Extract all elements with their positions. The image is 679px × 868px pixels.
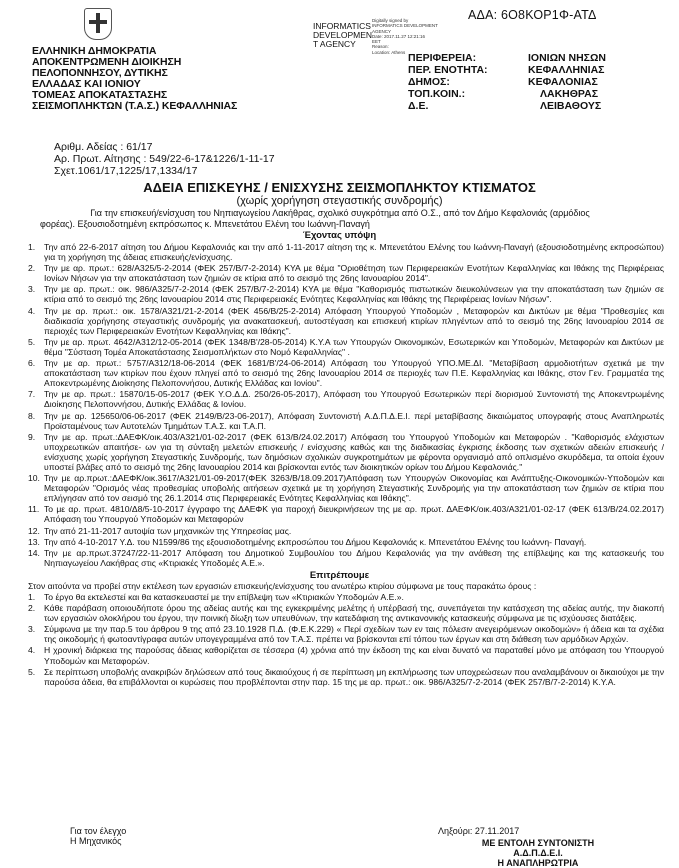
item-text: Την με αρ. πρωτ.:ΔΑΕΦΚ/οικ.403/Α321/01-02-2017 (ΦΕΚ 613/Β/24.02.2017) Απόφαση του Υπουργού Υποδομών και Μεταφορών . "Καθορισμός ελάχιστων υποχρεωτικών απαιτήσε- ων για τη σύνταξη μελετών επισκευής / ενίσχυσης καθώς και της διαδικασίας έγκρισης έκδοσης των σχετικών αδειών επισκευής / ενίσχυσης χωρίς χορήγηση Στεγαστικής Συνδρομής, των δημόσιων σχολικών συγκροτημάτων με φέροντα οργανισμό από οπλισμένο σκυρόδεμα, τα οποία έχουν υποστεί βλάβες από το σεισμό της 26ης Ιανουαρίου 2014 και βρίσκονται εντός των διοικητικών ορίων του Δήμου Κεφαλονιάς." — [44, 431, 664, 472]
item-number: 13. — [28, 536, 40, 547]
item-number: 9. — [28, 431, 36, 442]
list-item — [28, 473, 664, 503]
org-line: ΕΛΛΑΔΑΣ ΚΑΙ ΙΟΝΙΟΥ — [32, 78, 141, 90]
list-item — [28, 411, 664, 431]
item-number: 12. — [28, 525, 40, 536]
item-number: 1. — [28, 592, 36, 602]
item-text: Την από 21-11-2017 αυτοψία των μηχανικών της Υπηρεσίας μας. — [44, 525, 292, 536]
item-text: Την με αρ. πρωτ.: 5757/Α312/18-06-2014 (ΦΕΚ 1681/Β'/24-06-2014) Απόφαση του Υπουργού ΥΠΟ.ΜΕ.ΔΙ. "Μεταβίβαση αρμοδιοτήτων σχετικά με την αποκατάσταση των κτιρίων που έχουν πληγεί από το σεισμό της 26ης Ιανουαρίου 2014 σε περιοχές των Π.Ε. Κεφαλληνίας και Ιθάκης, στον Γεν. Γραμματέα της Αποκεντρωμένης Διοίκησης Πελοποννήσου, Δυτικής Ελλάδας και Ιονίου". — [44, 358, 664, 389]
list-item — [28, 537, 664, 547]
item-text: Η χρονική διάρκεια της παρούσας άδειας καθορίζεται σε τέσσερα (4) χρόνια από την έκδοση της και είναι δυνατό να παραταθεί μόνο με απόφαση του Υπουργού Υποδομών και Μεταφορών. — [44, 645, 664, 666]
list-item — [28, 389, 664, 409]
section-permit: Επιτρέπουμε — [309, 570, 370, 581]
permit-intro: Στον αιτούντα να προβεί στην εκτέλεση των εργασιών επισκευής/ενίσχυσης του ανωτέρω κτιρίου σύμφωνα με τους παρακάτω όρους : — [28, 581, 537, 591]
item-number: 7. — [28, 389, 36, 400]
list-item — [28, 358, 664, 388]
item-text: Την με αρ. πρωτ.: 628/Α325/5-2-2014 (ΦΕΚ 257/Β/7-2-2014) ΚΥΑ με θέμα "Οριοθέτηση των Περιφερειακών Ενοτήτων Κεφαλληνίας και Ιθάκης της Περιφέρειας Ιονίων Νήσων για την αποκατάσταση των ζημιών σε κτίρια από το σεισμό της 26ης Ιανουαρίου 2014". — [44, 263, 664, 284]
item-text: Κάθε παράβαση οποιουδήποτε όρου της αδείας αυτής και της εγκεκριμένης μελέτης ή υπέρβασή της, συνεπάγεται την κατάσχεση της αδείας αυτής, την διακοπή των εργασιών ολοκλήρου του έργου, την ποινική δίωξη των υπευθύνων, την κατεδάφιση της αντικανονικής κατασκευής σύμφωνα με τις ισχύουσες διατάξεις. — [44, 603, 664, 624]
region-row: ΠΕΡ. ΕΝΟΤΗΤΑ: ΚΕΦΑΛΛΗΝΙΑΣ — [408, 64, 605, 76]
org-line: ΕΛΛΗΝΙΚΗ ΔΗΜΟΚΡΑΤΙΑ — [32, 45, 157, 57]
item-number: 6. — [28, 358, 36, 369]
item-number: 3. — [28, 284, 36, 295]
item-text: Την με αρ. πρωτ.: 15870/15-05-2017 (ΦΕΚ Υ.Ο.Δ.Δ. 250/26-05-2017), Απόφαση του Υπουργού Εσωτερικών περί διορισμού Συντονιστή της Αποκεντρωμένης Διοίκησης Πελοποννήσου, Δυτικής Ελλάδας & Ιονίου. — [44, 389, 664, 410]
item-number: 11. — [28, 504, 40, 515]
ada-number: ΑΔΑ: 6Ο8ΚΟΡ1Φ-ΑΤΔ — [468, 8, 597, 22]
region-row: Δ.Ε. ΛΕΙΒΑΘΟΥΣ — [408, 100, 602, 112]
item-number: 3. — [28, 624, 36, 635]
signature-details: Digitally signed by INFORMATICS DEVELOPMENT AGENCY Date: 2017.11.27 12:21:16 EET Reason: Location: Athens — [372, 18, 438, 55]
item-number: 2. — [28, 263, 36, 274]
region-row: ΤΟΠ.ΚΟΙΝ.: ΛΑΚΗΘΡΑΣ — [408, 88, 599, 100]
digital-signer: INFORMATICS DEVELOPMEN T AGENCY — [313, 21, 373, 49]
list-item — [28, 242, 664, 262]
footer-right: ΜΕ ΕΝΤΟΛΗ ΣΥΝΤΟΝΙΣΤΗ Α.Δ.Π.Δ.Ε.Ι. Η ΑΝΑΠΛΗΡΩΤΡΙΑ — [481, 838, 595, 868]
item-text: Την με αρ. πρωτ.: οικ. 986/Α325/7-2-2014 (ΦΕΚ 257/Β/7-2-2014) ΚΥΑ με θέμα "Καθορισμός πιστωτικών διευκολύνσεων για την αποκατάσταση των ζημιών σε κτίρια από το σεισμό της 26ης Ιανουαρίου 2014 στις Περιφερειακές Ενότητες Κεφαλληνίας και Ιθάκης της Περιφέρειας Ιονίων Νήσων". — [44, 284, 664, 305]
intro-text-2: φορέας). Εξουσιοδοτημένη εκπρόσωπος κ. Μπενετάτου Ελένη του Ιωάννη-Παναγή — [40, 219, 370, 229]
footer-left: Για τον έλεγχο Η Μηχανικός — [70, 826, 127, 846]
section-considering: Έχοντας υπόψη — [302, 230, 377, 241]
document-subtitle: (χωρίς χορήγηση στεγαστικής συνδρομής) — [236, 195, 443, 207]
item-number: 1. — [28, 242, 36, 252]
item-number: 10. — [28, 473, 40, 484]
item-number: 4. — [28, 645, 36, 656]
item-number: 14. — [28, 547, 40, 558]
region-row: ΔΗΜΟΣ: ΚΕΦΑΛΟΝΙΑΣ — [408, 76, 598, 88]
item-text: Σύμφωνα με την παρ.5 του άρθρου 9 της από 23.10.1928 Π.Δ. (Φ.Ε.Κ.229) « Περί σχεδίων των εν ταις πόλεσιν ανεγειρόμενων οικοδομών» ή άδεια και τα σχέδια της οικοδομής ή φωτοαντίγραφα αυτών υπογεγραμμένα από τον Τ.Α.Σ. πρέπει να βρίσκονται επί τόπου των έργων και στη διάθεση των αρμόδιων Αρχών. — [44, 624, 664, 645]
item-text: Σε περίπτωση υποβολής ανακριβών δηλώσεων από τους δικαιούχους ή σε περίπτωση μη εκπλήρωσης των υποχρεώσεων που αναλαμβάνουν οι δικαιούχοι με την παρούσα άδεια, θα επιβάλλονται οι κυρώσεις που προβλέπονται στην παρ. 15 της με αρ. πρωτ.: οικ. 986/Α325/7-2-2014 (ΦΕΚ 257/Β/7-2-2014) Κ.Υ.Α. — [44, 666, 664, 687]
intro-text: Για την επισκευή/ενίσχυση του Νηπιαγωγείου Λακήθρας, σχολικό συγκρότημα από Ο.Σ., από τον Δήμο Κεφαλονιάς (αρμόδιος — [90, 208, 590, 218]
region-row: ΠΕΡΙΦΕΡΕΙΑ: ΙΟΝΙΩΝ ΝΗΣΩΝ — [408, 52, 606, 64]
item-text: Την με αρ. πρωτ.: οικ. 1578/Α321/21-2-2014 (ΦΕΚ 456/Β/25-2-2014) Απόφαση Υπουργού Υποδομών , Μεταφορών και Δικτύων με θέμα "Προθεσμίες και διαδικασία χορήγησης στεγαστικής συνδρομής για ανακατασκευή, αυτοστέγαση και επισκευή κτιρίων πληγέντων από το σεισμό της 26ης Ιανουαρίου 2014 σε περιοχές των Περιφερειακών Ενοτήτων Κεφαλληνίας και Ιθάκης". — [44, 305, 664, 336]
item-text: Την με αρ. 125650/06-06-2017 (ΦΕΚ 2149/Β/23-06-2017), Απόφαση Συντονιστή Α.Δ.Π.Δ.Ε.Ι. περί μεταβίβασης δικαιώματος υπογραφής στους Αναπληρωτές Προϊσταμένους των Αυτοτελών Τμημάτων Τ.Α.Σ. και Τ.Α.Π. — [44, 410, 664, 431]
list-item — [28, 592, 664, 602]
item-text: Την με αρ.πρωτ.:ΔΑΕΦΚ/οικ.3617/Α321/01-09-2017(ΦΕΚ 3263/Β/18.09.2017)Απόφαση των Υπουργών Οικονομίας και Ανάπτυξης-Οικονομικών-Υποδομών και Μεταφορών "Ορισμός νέας προθεσμίας υποβολής αιτήσεων σχετικά με τη χορήγηση Στεγαστικής Συνδρομής για την αποκατάσταση των ζημιών σε κτίρια που επλήγησαν από τον σεισμό της 26.1.2014 στις Περιφερειακές Ενότητες Κεφαλληνίας και Ιθάκης". — [44, 473, 664, 504]
issuing-authority — [32, 46, 237, 112]
footer-date: Ληξούρι: 27.11.2017 — [438, 826, 520, 836]
list-item — [28, 645, 664, 665]
item-number: 8. — [28, 410, 36, 421]
list-item — [28, 337, 664, 357]
org-line: ΠΕΛΟΠΟΝΝΗΣΟΥ, ΔΥΤΙΚΗΣ — [32, 67, 168, 79]
permit-meta: Αριθμ. Αδείας : 61/17 Αρ. Πρωτ. Αίτησης : 549/22-6-17&1226/1-11-17 Σχετ.1061/17,1225/17,1334/17 — [54, 141, 275, 177]
list-item — [28, 284, 664, 304]
item-number: 2. — [28, 603, 36, 614]
terms-list — [28, 592, 664, 688]
item-text: Την με αρ.πρωτ.37247/22-11-2017 Απόφαση του Δημοτικού Συμβουλίου του Δήμου Κεφαλονιάς για την ανάθεση της επίβλεψης και της κατασκευής του Νηπιαγωγείου Λακήθρας στις «Κτιριακές Υποδομές Α.Ε.». — [44, 547, 664, 568]
item-text: Την από 4-10-2017 Υ.Δ. του Ν1599/86 της εξουσιοδοτημένης εκπροσώπου του Δήμου Κεφαλονιάς κ. Μπενετάτου Ελένης του Ιωάννη- Παναγή. — [44, 536, 587, 547]
org-line: ΣΕΙΣΜΟΠΛΗΚΤΩΝ (Τ.Α.Σ.) ΚΕΦΑΛΛΗΝΙΑΣ — [32, 100, 238, 112]
item-number: 5. — [28, 336, 36, 347]
document-title: ΑΔΕΙΑ ΕΠΙΣΚΕΥΗΣ / ΕΝΙΣΧΥΣΗΣ ΣΕΙΣΜΟΠΛΗΚΤΟΥ ΚΤΙΣΜΑΤΟΣ — [143, 180, 536, 195]
list-item — [28, 306, 664, 336]
greek-emblem-icon — [84, 8, 112, 40]
item-text: Την με αρ. πρωτ. 4642/Α312/12-05-2014 (ΦΕΚ 1348/Β'/28-05-2014) Κ.Υ.Α των Υπουργών Οικονομικών, Εσωτερικών και Υποδομών, Μεταφορών και Δικτύων με θέμα "Σύσταση Τομέα Αποκατάστασης Σεισμοπλήκτων στο Νομό Κεφαλληνίας" . — [44, 336, 664, 357]
org-line: ΤΟΜΕΑΣ ΑΠΟΚΑΤΑΣΤΑΣΗΣ — [32, 89, 168, 101]
list-item — [28, 504, 664, 524]
org-line: ΑΠΟΚΕΝΤΡΩΜΕΝΗ ΔΙΟΙΚΗΣΗ — [32, 56, 182, 68]
list-item — [28, 624, 664, 644]
region-block — [408, 52, 606, 112]
item-number: 5. — [28, 666, 36, 677]
item-text: Το έργο θα εκτελεστεί και θα κατασκευαστεί με την επίβλεψη των «Κτιριακών Υποδομών Α.Ε.». — [44, 592, 404, 602]
list-item — [28, 526, 664, 536]
list-item — [28, 263, 664, 283]
item-number: 4. — [28, 305, 36, 316]
item-text: Την από 22-6-2017 αίτηση του Δήμου Κεφαλονιάς και την από 1-11-2017 αίτηση της κ. Μπενετάτου Ελένης του Ιωάννη-Παναγή (εξουσιοδοτημένης εκπροσώπου) για τη χορήγηση της άδειας επισκευής/ενίσχυσης. — [44, 242, 664, 263]
list-item — [28, 432, 664, 472]
list-item — [28, 667, 664, 687]
item-text: Το με αρ. πρωτ. 4810/Δ8/5-10-2017 έγγραφο της ΔΑΕΦΚ για παροχή διευκρινήσεων της με αρ. πρωτ. ΔΑΕΦΚ/οικ.403/Α321/01-02-17 (ΦΕΚ 613/Β/24.02.2017) Απόφαση του Υπουργού Υποδομών και Μεταφορών — [44, 504, 664, 525]
considerations-list — [28, 242, 664, 569]
list-item — [28, 603, 664, 623]
list-item — [28, 548, 664, 568]
